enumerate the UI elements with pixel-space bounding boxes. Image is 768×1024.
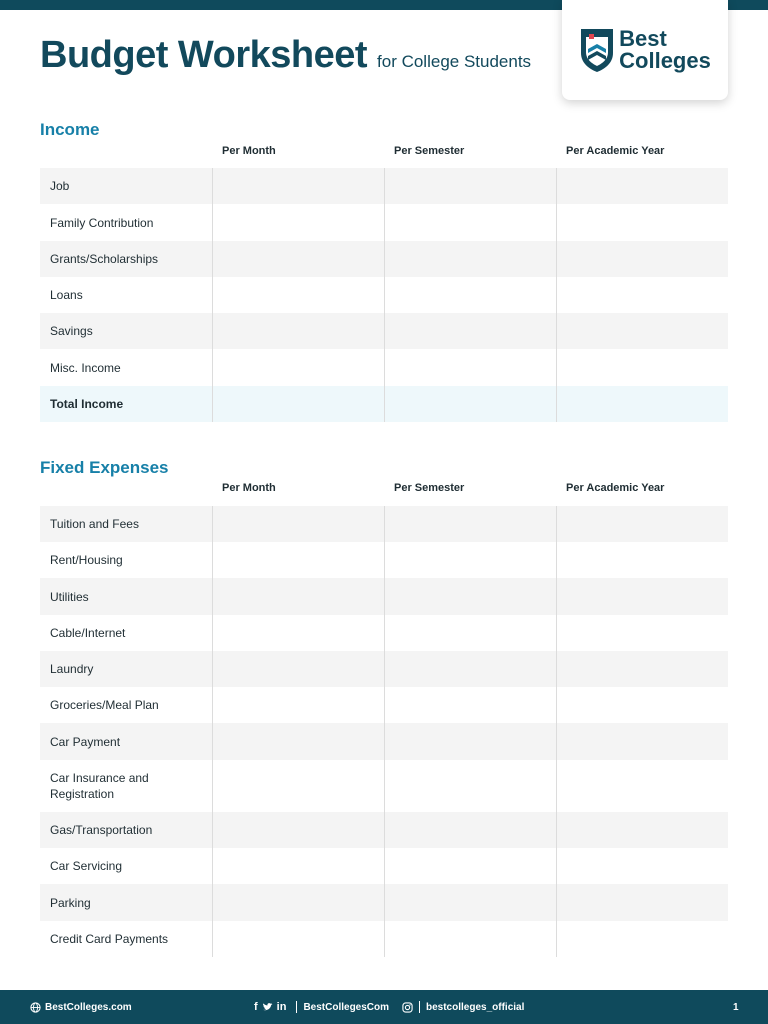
row-label: Cable/Internet [50, 626, 126, 640]
input-cell-per-month[interactable] [212, 578, 384, 615]
row-label: Job [50, 179, 70, 193]
row-label: Misc. Income [50, 360, 121, 375]
fixed-expenses-section-title: Fixed Expenses [40, 458, 169, 477]
footer-divider [296, 1001, 297, 1013]
input-cell-per-year[interactable] [556, 313, 728, 349]
input-cell-per-semester[interactable] [384, 651, 556, 687]
page-number: 1 [733, 1001, 739, 1013]
row-label: Savings [50, 324, 93, 338]
input-cell-per-year[interactable] [556, 168, 728, 204]
footer-website-text: BestColleges.com [45, 1001, 132, 1013]
table-row [40, 506, 728, 542]
input-cell-per-month[interactable] [212, 615, 384, 651]
row-label: Laundry [50, 662, 94, 676]
input-cell-per-year[interactable] [556, 506, 728, 542]
table-row [40, 313, 728, 349]
input-cell-per-year[interactable] [556, 812, 728, 848]
input-cell-per-year[interactable] [556, 651, 728, 687]
footer-social-handle[interactable]: BestCollegesCom [303, 1001, 390, 1013]
linkedin-icon[interactable]: in [276, 1001, 287, 1013]
input-cell-per-semester[interactable] [384, 884, 556, 921]
row-label: Gas/Transportation [50, 823, 153, 837]
instagram-icon[interactable] [402, 1002, 413, 1013]
table-row [40, 168, 728, 204]
total-income-label: Total Income [50, 397, 124, 411]
table-row [40, 542, 728, 578]
footer-divider [419, 1001, 420, 1013]
table-row [40, 578, 728, 615]
footer-instagram-handle[interactable]: bestcolleges_official [426, 1001, 525, 1013]
input-cell-per-year[interactable] [556, 723, 728, 760]
input-cell-per-month[interactable] [212, 168, 384, 204]
input-cell-per-year[interactable] [556, 277, 728, 313]
input-cell-per-month[interactable] [212, 848, 384, 884]
income-col-per-semester: Per Semester [394, 145, 465, 157]
table-row [40, 651, 728, 687]
input-cell-per-semester[interactable] [384, 848, 556, 884]
row-label: Utilities [50, 589, 89, 604]
row-label: Family Contribution [50, 215, 154, 230]
input-cell-per-semester[interactable] [384, 687, 556, 723]
input-cell-per-semester[interactable] [384, 542, 556, 578]
input-cell-per-semester[interactable] [384, 615, 556, 651]
input-cell-per-year[interactable] [556, 884, 728, 921]
income-col-per-month: Per Month [222, 145, 276, 157]
input-cell-per-month[interactable] [212, 542, 384, 578]
input-cell-per-year[interactable] [556, 687, 728, 723]
input-cell-per-month[interactable] [212, 313, 384, 349]
shield-logo-icon [579, 27, 615, 73]
input-cell-per-month[interactable] [212, 687, 384, 723]
total-cell-per-month[interactable] [212, 386, 384, 422]
input-cell-per-semester[interactable] [384, 313, 556, 349]
input-cell-per-semester[interactable] [384, 812, 556, 848]
row-label: Loans [50, 288, 83, 302]
input-cell-per-year[interactable] [556, 760, 728, 812]
table-row [40, 760, 728, 812]
input-cell-per-month[interactable] [212, 812, 384, 848]
input-cell-per-month[interactable] [212, 506, 384, 542]
globe-icon [30, 1002, 41, 1013]
brand-name-line1: Best [619, 26, 667, 51]
table-row [40, 204, 728, 241]
input-cell-per-semester[interactable] [384, 204, 556, 241]
input-cell-per-semester[interactable] [384, 723, 556, 760]
input-cell-per-year[interactable] [556, 615, 728, 651]
total-cell-per-semester[interactable] [384, 386, 556, 422]
input-cell-per-semester[interactable] [384, 578, 556, 615]
income-col-per-year: Per Academic Year [566, 145, 665, 157]
input-cell-per-semester[interactable] [384, 349, 556, 386]
input-cell-per-month[interactable] [212, 651, 384, 687]
table-row [40, 884, 728, 921]
input-cell-per-semester[interactable] [384, 168, 556, 204]
input-cell-per-semester[interactable] [384, 506, 556, 542]
brand-name-line2: Colleges [619, 48, 711, 73]
income-section-title: Income [40, 120, 100, 139]
table-row-total [40, 386, 728, 422]
expenses-col-per-year: Per Academic Year [566, 482, 665, 494]
table-row [40, 848, 728, 884]
facebook-icon[interactable]: f [254, 1001, 258, 1013]
row-label: Car Insurance and Registration [50, 771, 149, 801]
page-title: Budget Worksheet [40, 34, 368, 76]
input-cell-per-semester[interactable] [384, 241, 556, 277]
row-label: Car Servicing [50, 859, 123, 873]
input-cell-per-month[interactable] [212, 277, 384, 313]
input-cell-per-month[interactable] [212, 760, 384, 812]
row-label: Rent/Housing [50, 553, 123, 567]
expenses-col-per-semester: Per Semester [394, 482, 465, 494]
row-label: Tuition and Fees [50, 517, 139, 531]
input-cell-per-semester[interactable] [384, 760, 556, 812]
footer-instagram-group [402, 990, 524, 1024]
table-row [40, 241, 728, 277]
page-subtitle: for College Students [377, 52, 532, 71]
table-row [40, 921, 728, 957]
input-cell-per-year[interactable] [556, 578, 728, 615]
input-cell-per-month[interactable] [212, 884, 384, 921]
footer-bar [0, 990, 768, 1024]
table-row [40, 687, 728, 723]
input-cell-per-month[interactable] [212, 921, 384, 957]
twitter-icon[interactable] [262, 1002, 273, 1012]
brand-logo-card[interactable] [562, 0, 728, 100]
row-label: Car Payment [50, 734, 121, 749]
input-cell-per-semester[interactable] [384, 277, 556, 313]
input-cell-per-year[interactable] [556, 542, 728, 578]
input-cell-per-month[interactable] [212, 723, 384, 760]
header-title [40, 34, 531, 77]
row-label: Groceries/Meal Plan [50, 698, 159, 712]
brand-logo[interactable] [579, 27, 711, 73]
income-table [40, 168, 728, 422]
total-cell-per-year[interactable] [556, 386, 728, 422]
table-row [40, 277, 728, 313]
expenses-col-per-month: Per Month [222, 482, 276, 494]
table-row [40, 812, 728, 848]
row-label: Parking [50, 895, 91, 910]
table-row [40, 723, 728, 760]
input-cell-per-year[interactable] [556, 848, 728, 884]
row-label: Credit Card Payments [50, 932, 169, 946]
input-cell-per-year[interactable] [556, 204, 728, 241]
input-cell-per-month[interactable] [212, 204, 384, 241]
input-cell-per-semester[interactable] [384, 921, 556, 957]
footer-social-group [254, 990, 389, 1024]
row-label: Grants/Scholarships [50, 252, 159, 266]
input-cell-per-year[interactable] [556, 241, 728, 277]
input-cell-per-year[interactable] [556, 349, 728, 386]
input-cell-per-month[interactable] [212, 241, 384, 277]
table-row [40, 615, 728, 651]
input-cell-per-year[interactable] [556, 921, 728, 957]
fixed-expenses-table [40, 506, 728, 957]
table-row [40, 349, 728, 386]
footer-website-link[interactable] [30, 990, 132, 1024]
input-cell-per-month[interactable] [212, 349, 384, 386]
